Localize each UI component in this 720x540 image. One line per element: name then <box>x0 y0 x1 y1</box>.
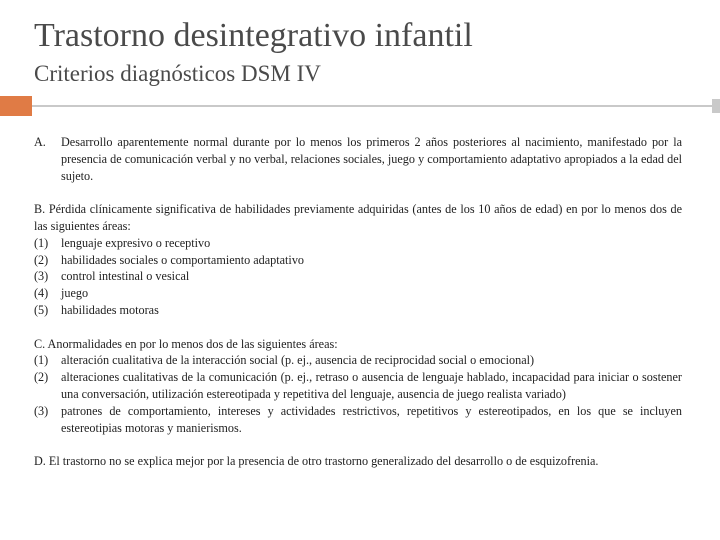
list-item-number: (1) <box>34 235 49 250</box>
list-item-text: control intestinal o vesical <box>61 269 190 284</box>
list-item-number: (5) <box>34 302 49 317</box>
list-item-number: (2) <box>34 252 49 267</box>
list-item-text: patrones de comportamiento, intereses y actividades restrictivos, repetitivos y estereotipados, en los que se incluyen estereotipias motoras y manierismos. <box>61 403 682 435</box>
criterion-b-list <box>34 235 682 319</box>
list-item <box>34 268 682 285</box>
criterion-b-intro: B. Pérdida clínicamente significativa de habilidades previamente adquiridas (antes de los 10 años de edad) en por lo menos dos de las siguientes áreas: <box>34 202 682 233</box>
list-item-number: (3) <box>34 403 49 418</box>
divider-end-notch <box>712 99 720 113</box>
list-item-text: habilidades sociales o comportamiento adaptativo <box>61 252 305 267</box>
list-item <box>34 369 682 403</box>
list-item-number: (3) <box>34 269 49 284</box>
criterion-a-label: A. <box>34 135 46 149</box>
list-item <box>34 352 682 369</box>
criterion-a-text: Desarrollo aparentemente normal durante por lo menos los primeros 2 años posteriores al nacimiento, manifestado por la presencia de comunicación verbal y no verbal, relaciones sociales, juego y comportamiento adaptativo apropiados a la edad del sujeto. <box>61 135 682 183</box>
criterion-c-intro: C. Anormalidades en por lo menos dos de las siguientes áreas: <box>34 336 338 351</box>
list-item-text: juego <box>61 286 89 301</box>
list-item <box>34 302 682 319</box>
list-item <box>34 403 682 437</box>
list-item-number: (4) <box>34 286 49 301</box>
list-item-text: alteración cualitativa de la interacción social (p. ej., ausencia de reciprocidad social o emocional) <box>61 353 535 368</box>
criterion-c-list <box>34 352 682 436</box>
header-divider <box>32 105 720 107</box>
accent-block <box>0 96 32 116</box>
criteria-body <box>34 134 682 470</box>
criterion-a <box>34 134 682 184</box>
list-item-text: lenguaje expresivo o receptivo <box>61 235 211 250</box>
list-item <box>34 285 682 302</box>
slide-subtitle: Criterios diagnósticos DSM IV <box>34 61 321 86</box>
list-item-number: (2) <box>34 370 49 385</box>
list-item-text: habilidades motoras <box>61 302 159 317</box>
list-item-number: (1) <box>34 353 49 368</box>
criterion-d: D. El trastorno no se explica mejor por la presencia de otro trastorno generalizado del desarrollo o de esquizofrenia. <box>34 454 599 469</box>
list-item-text: alteraciones cualitativas de la comunicación (p. ej., retraso o ausencia de lenguaje hablado, incapacidad para iniciar o sostener una conversación, utilización estereotipada y repetitiva del lenguaje, ausencia de juego realista variado) <box>61 370 682 401</box>
list-item <box>34 252 682 269</box>
list-item <box>34 235 682 252</box>
slide-title: Trastorno desintegrativo infantil <box>34 17 473 54</box>
